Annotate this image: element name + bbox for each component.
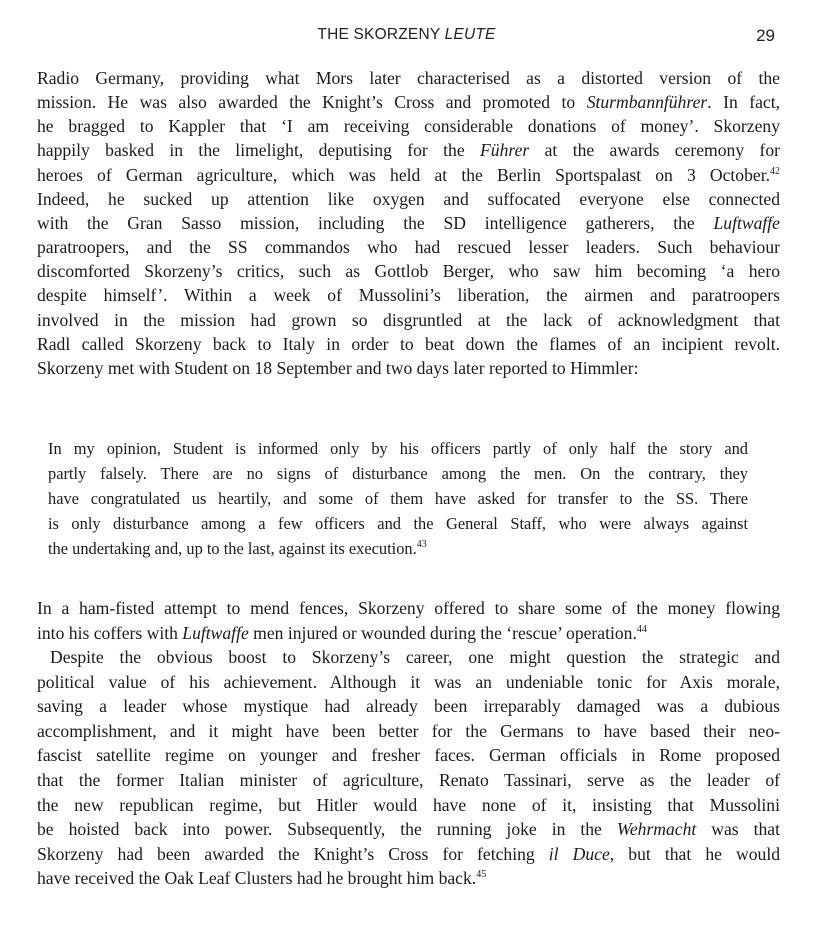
text-line: he bragged to Kappler that ‘I am receiving considerable donations of money’. Skorzeny [37, 116, 780, 137]
text-line: partly falsely. There are no signs of disturbance among the men. On the contrary, they [48, 464, 748, 483]
text-line: In my opinion, Student is informed only by his officers partly of only half the story and [48, 439, 748, 458]
text-line: involved in the mission had grown so disgruntled at the lack of acknowledgment that [37, 309, 780, 330]
text-line: saving a leader whose mystique had already been irreparably damaged was a dubious [37, 696, 780, 717]
text-line: is only disturbance among a few officers and the General Staff, who were always against [48, 514, 748, 533]
text-line: into his coffers with Luftwaffe men injured or wounded during the ‘rescue’ operation.$^{44}$ [37, 622, 647, 643]
footnote-ref: 43 [416, 539, 427, 550]
text-line: be hoisted back into power. Subsequently, the running joke in the Wehrmacht was that [37, 819, 780, 840]
text-line: political value of his achievement. Although it was an undeniable tonic for Axis morale, [37, 671, 780, 692]
page-header [0, 26, 813, 50]
text-line: Radio Germany, providing what Mors later characterised as a distorted version of the [37, 68, 780, 88]
text-line: fascist satellite regime on younger and fresher faces. German officials in Rome proposed [37, 745, 780, 766]
footnote-ref: 45 [476, 869, 487, 881]
text-line: Despite the obvious boost to Skorzeny’s career, one might question the strategic and [50, 647, 780, 667]
text-line: Indeed, he sucked up attention like oxygen and suffocated everyone else connected [37, 188, 780, 209]
footnote-ref: 42 [770, 165, 780, 177]
text-line: paratroopers, and the SS commandos who had rescued lesser leaders. Such behaviour [37, 237, 780, 258]
text-line: In a ham-fisted attempt to mend fences, Skorzeny offered to share some of the money flowing [37, 598, 780, 618]
text-line: Radl called Skorzeny back to Italy in order to beat down the flames of an incipient revolt. [37, 333, 780, 354]
text-line: despite himself’. Within a week of Mussolini’s liberation, the airmen and paratroopers [37, 285, 780, 306]
text-line: Skorzeny met with Student on 18 September and two days later reported to Himmler: [37, 357, 639, 378]
text-line: Skorzeny had been awarded the Knight’s Cross for fetching il Duce, but that he would [37, 843, 781, 864]
text-line: with the Gran Sasso mission, including the SD intelligence gatherers, the Luftwaffe [37, 212, 780, 233]
text-line: accomplishment, and it might have been better for the Germans to have based their neo- [37, 720, 780, 741]
page-number: 29 [756, 26, 775, 45]
text-line: have received the Oak Leaf Clusters had he brought him back.$^{45}$ [37, 868, 487, 889]
text-line: have congratulated us heartily, and some of them have asked for transfer to the SS. There [48, 489, 748, 508]
running-head-main: THE SKORZENY [317, 26, 445, 43]
text-line: the new republican regime, but Hitler would have none of it, insisting that Mussolini [37, 794, 780, 815]
text-line: mission. He was also awarded the Knight’s Cross and promoted to Sturmbannführer. In fact, [37, 92, 780, 113]
text-line: happily basked in the limelight, deputising for the Führer at the awards ceremony for [37, 140, 781, 161]
text-line: the undertaking and, up to the last, against its execution.$^{43}$ [48, 539, 427, 558]
text-line: that the former Italian minister of agriculture, Renato Tassinari, serve as the leader of [37, 770, 780, 790]
running-head [0, 26, 813, 44]
running-head-italic: LEUTE [444, 26, 496, 43]
footnote-ref: 44 [636, 623, 647, 635]
text-line: discomforted Skorzeny’s critics, such as Gottlob Berger, who saw him becoming ‘a hero [37, 261, 780, 282]
text-line: heroes of German agriculture, which was held at the Berlin Sportspalast on 3 October.$^{42}$ [37, 164, 780, 185]
